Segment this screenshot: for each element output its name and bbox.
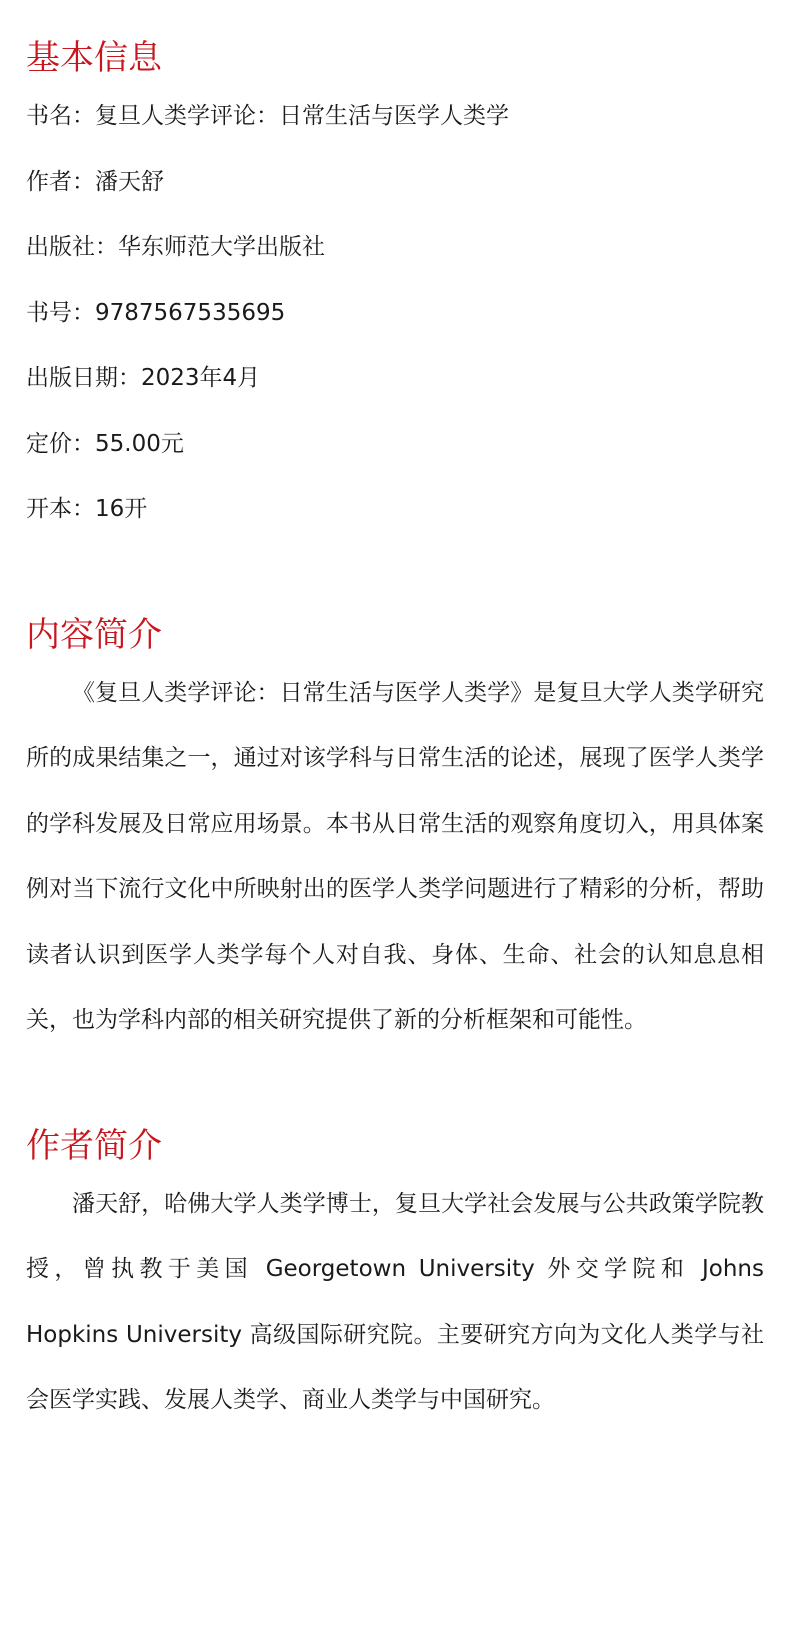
info-row-format — [26, 477, 764, 543]
info-value: 复旦人类学评论：日常生活与医学人类学 — [95, 103, 509, 129]
info-value: 2023年4月 — [141, 365, 261, 391]
info-value: 9787567535695 — [95, 299, 286, 326]
content-intro-heading: 内容简介 — [26, 614, 162, 655]
info-label: 定价 — [26, 430, 72, 457]
info-value: 55.00元 — [95, 430, 184, 457]
info-row-price — [26, 412, 764, 478]
info-label: 出版日期 — [26, 365, 118, 391]
info-separator: ： — [72, 299, 95, 326]
info-separator: ： — [72, 103, 95, 129]
info-separator: ： — [95, 234, 118, 260]
info-value: 华东师范大学出版社 — [118, 234, 325, 260]
info-label: 出版社 — [26, 234, 95, 260]
info-value: 16开 — [95, 496, 148, 522]
info-separator: ： — [72, 430, 95, 457]
info-separator: ： — [72, 496, 95, 522]
basic-info-list — [26, 84, 764, 543]
author-intro-text: 潘天舒，哈佛大学人类学博士，复旦大学社会发展与公共政策学院教授，曾执教于美国 Georgetown University 外交学院和 Johns Hopkins University 高级国际研究院。主要研究方向为文化人类学与社会医学实践、发展人类学、商业人类学与中国研究。 — [26, 1190, 764, 1413]
info-label: 书名 — [26, 103, 72, 129]
info-separator: ： — [118, 365, 141, 391]
info-row-isbn — [26, 281, 764, 347]
info-separator: ： — [72, 168, 95, 195]
info-row-title — [26, 84, 764, 150]
content-intro-text: 《复旦人类学评论：日常生活与医学人类学》是复旦大学人类学研究所的成果结集之一，通过对该学科与日常生活的论述，展现了医学人类学的学科发展及日常应用场景。本书从日常生活的观察角度切入，用具体案例对当下流行文化中所映射出的医学人类学问题进行了精彩的分析，帮助读者认识到医学人类学每个人对自我、身体、生命、社会的认知息息相关，也为学科内部的相关研究提供了新的分析框架和可能性。 — [26, 679, 764, 1033]
basic-info-heading: 基本信息 — [26, 38, 162, 78]
info-label: 作者 — [26, 168, 72, 195]
info-row-publisher — [26, 215, 764, 281]
author-intro-heading: 作者简介 — [26, 1125, 162, 1166]
info-label: 开本 — [26, 496, 72, 522]
info-row-pub-date — [26, 346, 764, 412]
info-row-author — [26, 150, 764, 216]
info-value: 潘天舒 — [95, 168, 164, 195]
info-label: 书号 — [26, 299, 72, 326]
